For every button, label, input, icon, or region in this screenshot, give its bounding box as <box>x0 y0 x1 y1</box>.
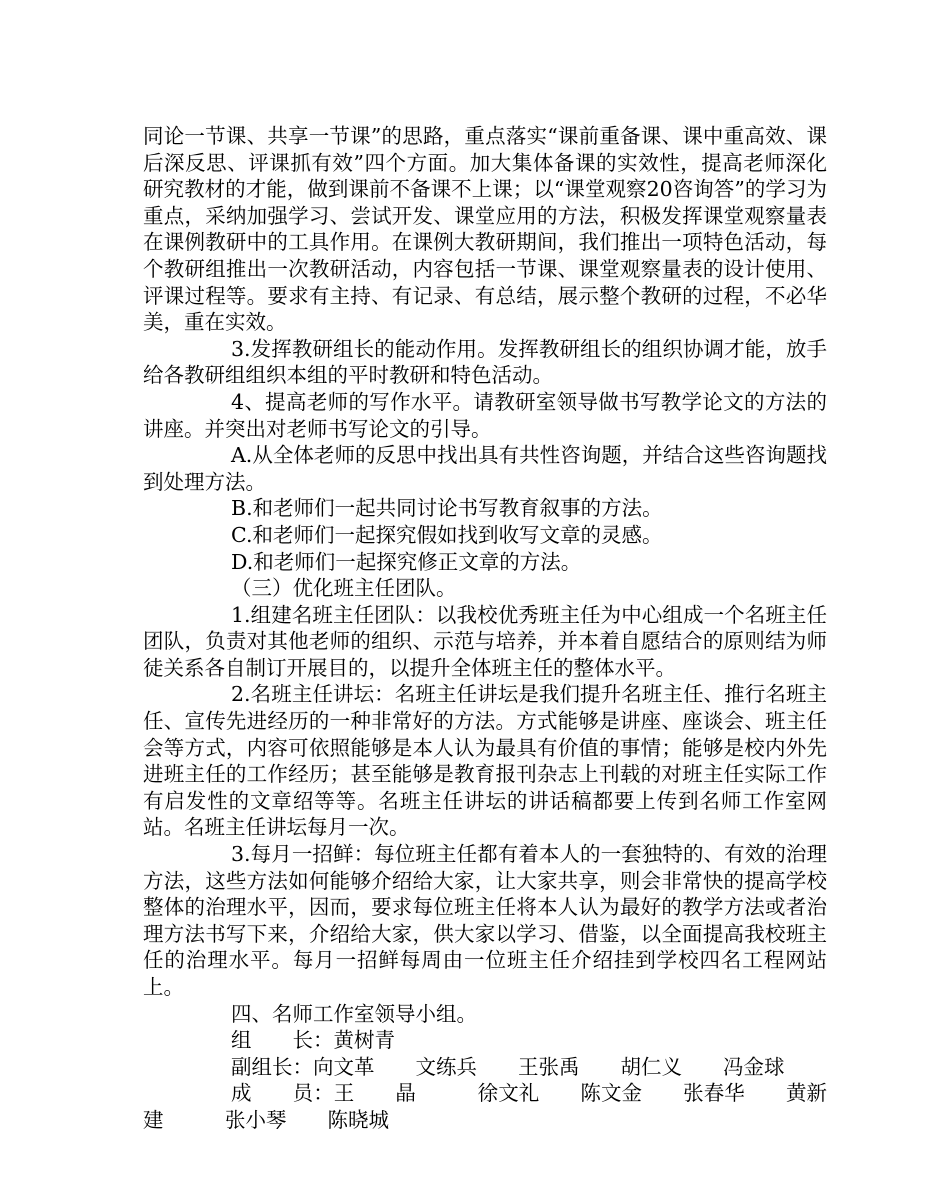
paragraph-9: 1.组建名班主任团队：以我校优秀班主任为中心组成一个名班主任团队，负责对其他老师的组织、示范与培养，并本着自愿结合的原则结为师徒关系各自制订开展目的，以提升全体班主任的整体水平。 <box>143 602 827 680</box>
paragraph-10: 2.名班主任讲坛：名班主任讲坛是我们提升名班主任、推行名班主任、宣传先进经历的一种非常好的方法。方式能够是讲座、座谈会、班主任会等方式，内容可依照能够是本人认为最具有价值的事情；能够是校内外先进班主任的工作经历；甚至能够是教育报刊杂志上刊载的对班主任实际工作有启发性的文章绍等等。名班主任讲坛的讲话稿都要上传到名师工作室网站。名班主任讲坛每月一次。 <box>143 682 827 840</box>
paragraph-5: B.和老师们一起共同讨论书写教育叙事的方法。 <box>231 496 663 521</box>
members-line: 成 员：王 晶 徐文礼 陈文金 张春华 黄新建 张小琴 陈晓城 <box>143 1081 827 1132</box>
paragraph-4: A.从全体老师的反思中找出具有共性咨询题，并结合这些咨询题找到处理方法。 <box>143 443 827 494</box>
paragraph-1: 同论一节课、共享一节课”的思路，重点落实“课前重备课、课中重高效、课后深反思、评课抓有效”四个方面。加大集体备课的实效性，提高老师深化研究教材的才能，做到课前不备课不上课；以“课堂观察20咨询答”的学习为重点，采纳加强学习、尝试开发、课堂应用的方法，积极发挥课堂观察量表在课例教研中的工具作用。在课例大教研期间，我们推出一项特色活动，每个教研组推出一次教研活动，内容包括一节课、课堂观察量表的设计使用、评课过程等。要求有主持、有记录、有总结，展示整个教研的过程，不必华美，重在实效。 <box>143 124 827 335</box>
section-heading-4: 四、名师工作室领导小组。 <box>231 1001 477 1026</box>
document-body <box>143 123 827 1134</box>
paragraph-6: C.和老师们一起探究假如找到收写文章的灵感。 <box>231 522 663 547</box>
paragraph-2: 3.发挥教研组长的能动作用。发挥教研组长的组织协调才能，放手给各教研组组织本组的平时教研和特色活动。 <box>143 336 827 388</box>
group-leader-line: 组 长：黄树青 <box>231 1028 395 1053</box>
section-heading-3: （三）优化班主任团队。 <box>231 576 457 601</box>
paragraph-7: D.和老师们一起探究修正文章的方法。 <box>231 549 582 574</box>
deputy-leaders-line: 副组长：向文革 文练兵 王张禹 胡仁义 冯金球 <box>231 1054 785 1079</box>
paragraph-3: 4、提高老师的写作水平。请教研室领导做书写教学论文的方法的讲座。并突出对老师书写论文的引导。 <box>143 389 827 441</box>
paragraph-11: 3.每月一招鲜：每位班主任都有着本人的一套独特的、有效的治理方法，这些方法如何能够介绍给大家，让大家共享，则会非常快的提高学校整体的治理水平，因而，要求每位班主任将本人认为最好的教学方法或者治理方法书写下来，介绍给大家，供大家以学习、借鉴，以全面提高我校班主任的治理水平。每月一招鲜每周由一位班主任介绍挂到学校四名工程网站上。 <box>143 842 827 999</box>
